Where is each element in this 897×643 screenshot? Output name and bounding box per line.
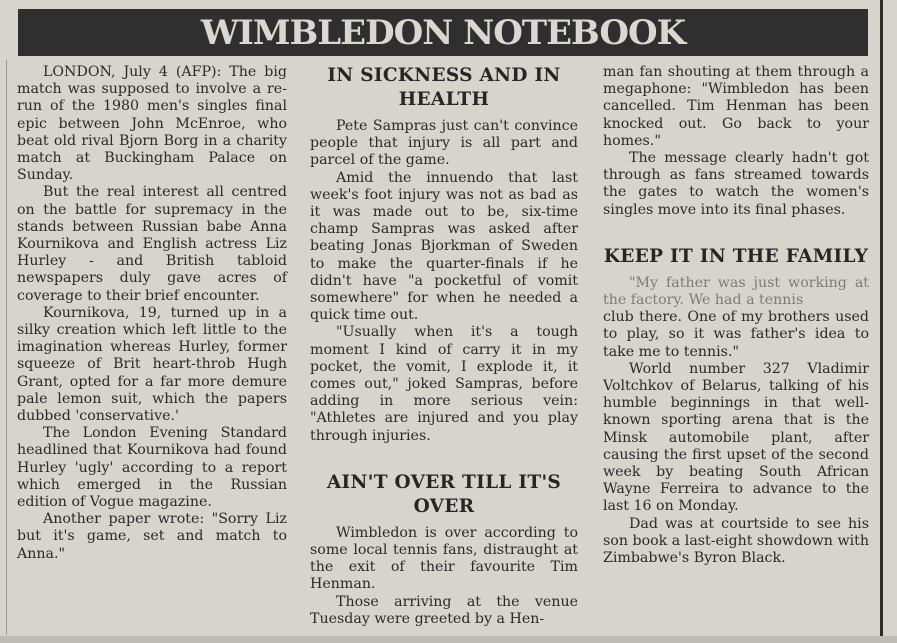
article-paragraph: The message clearly hadn't got through as fans streamed towards the gates to watch the women's singles move into its final phases.: [603, 150, 869, 218]
masthead-banner: [18, 9, 868, 56]
article-paragraph: Those arriving at the venue Tuesday were greeted by a Hen-: [310, 593, 578, 627]
column-1: [17, 64, 287, 563]
article-paragraph: club there. One of my brothers used to play, so it was father's idea to take me to tennis.": [603, 309, 869, 360]
article-paragraph: World number 327 Vladimir Voltchkov of Belarus, talking of his humble beginnings in that well-known sporting arena that is the Minsk automobile plant, after causing the first upset of the second week by beating South African Wayne Ferreira to advance to the last 16 on Monday.: [603, 360, 869, 515]
article-paragraph: Another paper wrote: "Sorry Liz but it's game, set and match to Anna.": [17, 511, 287, 562]
left-column-rule: [6, 60, 7, 635]
right-edge-rule: [880, 0, 883, 643]
article-paragraph: Pete Sampras just can't convince people that injury is all part and parcel of the game.: [310, 118, 578, 169]
section-heading: KEEP IT IN THE FAMILY: [603, 245, 869, 267]
column-3: [603, 64, 869, 567]
article-paragraph: Kournikova, 19, turned up in a silky creation which left little to the imagination whereas Hurley, former squeeze of Brit heart-throb Hugh Grant, opted for a far more demure pale lemon suit, which the papers dubbed 'conservative.': [17, 304, 287, 425]
article-paragraph: Wimbledon is over according to some local tennis fans, distraught at the exit of their favourite Tim Henman.: [310, 524, 578, 593]
article-paragraph: man fan shouting at them through a megaphone: "Wimbledon has been cancelled. Tim Henman has been knocked out. Go back to your homes.": [603, 64, 869, 149]
article-paragraph: LONDON, July 4 (AFP): The big match was supposed to involve a re-run of the 1980 men's singles final epic between John McEnroe, who beat old rival Bjorn Borg in a charity match at Buckingham Palace on Sunday.: [17, 64, 287, 184]
article-paragraph: "Usually when it's a tough moment I kind of carry it in my pocket, the vomit, I explode it, it comes out," joked Sampras, before adding in more serious vein: "Athletes are injured and you play through injuries.: [310, 324, 578, 444]
section-heading: IN SICKNESS AND IN HEALTH: [327, 65, 561, 110]
masthead-title: WIMBLEDON NOTEBOOK: [200, 12, 686, 53]
column-2: [310, 64, 578, 628]
article-paragraph-faded: "My father was just working at the factory. We had a tennis: [603, 274, 869, 309]
article-paragraph: The London Evening Standard headlined that Kournikova had found Hurley 'ugly' according to a report which emerged in the Russian edition of Vogue magazine.: [17, 425, 287, 511]
article-paragraph: But the real interest all centred on the battle for supremacy in the stands between Russian babe Anna Kournikova and English actress Liz Hurley - and British tabloid newspapers duly gave acres of coverage to their brief encounter.: [17, 184, 287, 304]
article-paragraph: Amid the innuendo that last week's foot injury was not as bad as it was made out to be, six-time champ Sampras was asked after beating Jonas Bjorkman of Sweden to make the quarter-finals if he didn't have "a pocketful of vomit somewhere" for when he needed a quick time out.: [310, 169, 578, 324]
section-heading: AIN'T OVER TILL IT'S OVER: [326, 471, 562, 517]
article-paragraph: Dad was at courtside to see his son book a last-eight showdown with Zimbabwe's Byron Black.: [603, 515, 869, 567]
bottom-edge: [0, 636, 897, 643]
